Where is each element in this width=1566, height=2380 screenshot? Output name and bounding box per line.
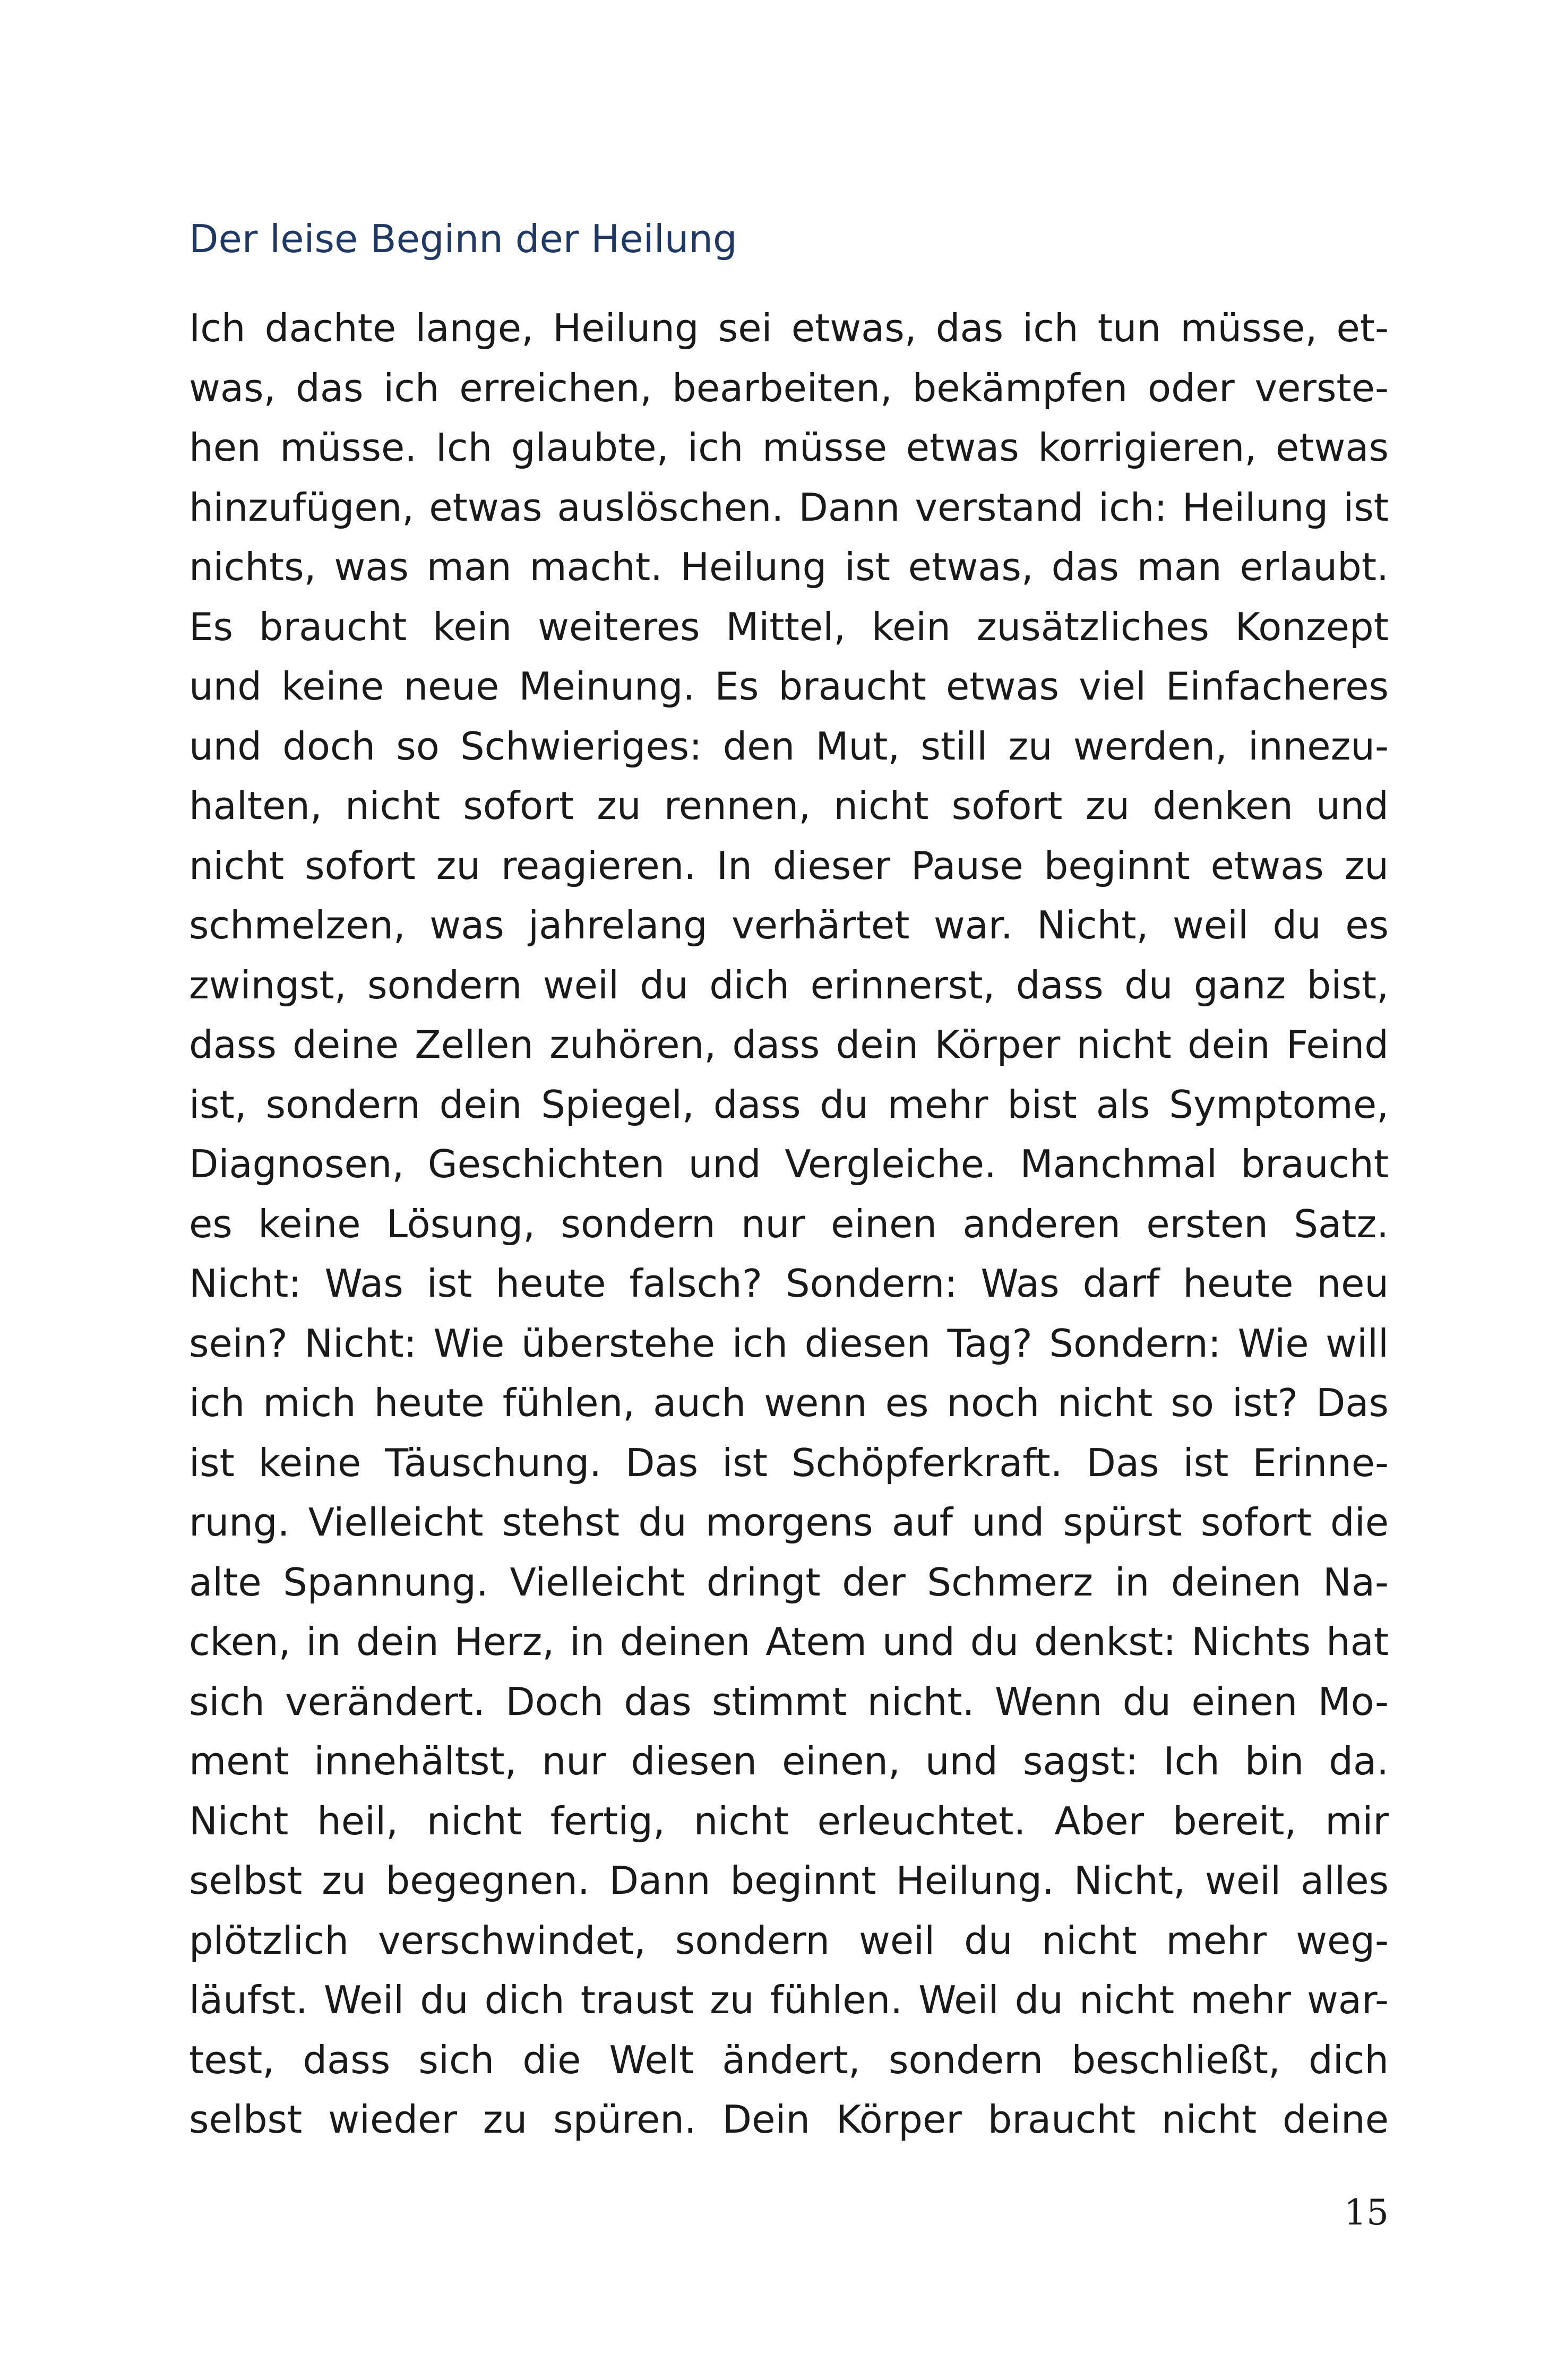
text-line: ist keine Täuschung. Das ist Schöpferkraft. Das ist Erinne- <box>189 1440 1389 1485</box>
text-line: Diagnosen, Geschichten und Vergleiche. Manchmal braucht <box>189 1142 1389 1186</box>
text-line: alte Spannung. Vielleicht dringt der Schmerz in deinen Na- <box>189 1559 1389 1605</box>
text-line: cken, in dein Herz, in deinen Atem und du denkst: Nichts hat <box>189 1619 1389 1664</box>
text-line: und doch so Schwieriges: den Mut, still zu werden, innezu- <box>189 723 1389 769</box>
text-line: schmelzen, was jahrelang verhärtet war. Nicht, weil du es <box>189 903 1389 947</box>
text-line: Ich dachte lange, Heilung sei etwas, das ich tun müsse, et- <box>189 306 1389 350</box>
text-line: läufst. Weil du dich traust zu fühlen. Weil du nicht mehr war- <box>189 1978 1389 2022</box>
text-line: hen müsse. Ich glaubte, ich müsse etwas korrigieren, etwas <box>189 425 1389 470</box>
text-line: selbst wieder zu spüren. Dein Körper braucht nicht deine <box>189 2097 1389 2142</box>
text-line: nichts, was man macht. Heilung ist etwas, das man erlaubt. <box>189 545 1389 589</box>
text-line: Nicht heil, nicht fertig, nicht erleuchtet. Aber bereit, mir <box>189 1798 1389 1843</box>
text-line: es keine Lösung, sondern nur einen anderen ersten Satz. <box>189 1201 1389 1246</box>
text-line: halten, nicht sofort zu rennen, nicht sofort zu denken und <box>189 783 1389 828</box>
text-line: nicht sofort zu reagieren. In dieser Pause beginnt etwas zu <box>189 843 1389 888</box>
body-text <box>189 298 1389 2150</box>
text-line: selbst zu begegnen. Dann beginnt Heilung. Nicht, weil alles <box>189 1858 1389 1903</box>
text-line: sein? Nicht: Wie überstehe ich diesen Tag? Sondern: Wie will <box>189 1321 1389 1366</box>
text-line: rung. Vielleicht stehst du morgens auf und spürst sofort die <box>189 1500 1389 1545</box>
text-line: hinzufügen, etwas auslöschen. Dann verstand ich: Heilung ist <box>189 485 1389 530</box>
text-line: Nicht: Was ist heute falsch? Sondern: Was darf heute neu <box>189 1261 1389 1306</box>
text-line: dass deine Zellen zuhören, dass dein Körper nicht dein Feind <box>189 1022 1389 1067</box>
text-line: Es braucht kein weiteres Mittel, kein zusätzliches Konzept <box>189 604 1389 649</box>
text-line: und keine neue Meinung. Es braucht etwas viel Einfacheres <box>189 664 1389 709</box>
text-line: ment innehältst, nur diesen einen, und sagst: Ich bin da. <box>189 1739 1389 1783</box>
text-line: plötzlich verschwindet, sondern weil du nicht mehr weg- <box>189 1918 1389 1963</box>
chapter-heading: Der leise Beginn der Heilung <box>189 217 737 261</box>
text-line: sich verändert. Doch das stimmt nicht. Wenn du einen Mo- <box>189 1679 1389 1724</box>
text-line: zwingst, sondern weil du dich erinnerst, dass du ganz bist, <box>189 962 1389 1007</box>
page-number: 15 <box>1344 2192 1389 2233</box>
text-line: ich mich heute fühlen, auch wenn es noch nicht so ist? Das <box>189 1381 1389 1425</box>
text-line: was, das ich erreichen, bearbeiten, bekämpfen oder verste- <box>189 365 1389 410</box>
text-line: test, dass sich die Welt ändert, sondern beschließt, dich <box>189 2037 1389 2082</box>
text-line: ist, sondern dein Spiegel, dass du mehr bist als Symptome, <box>189 1082 1389 1127</box>
